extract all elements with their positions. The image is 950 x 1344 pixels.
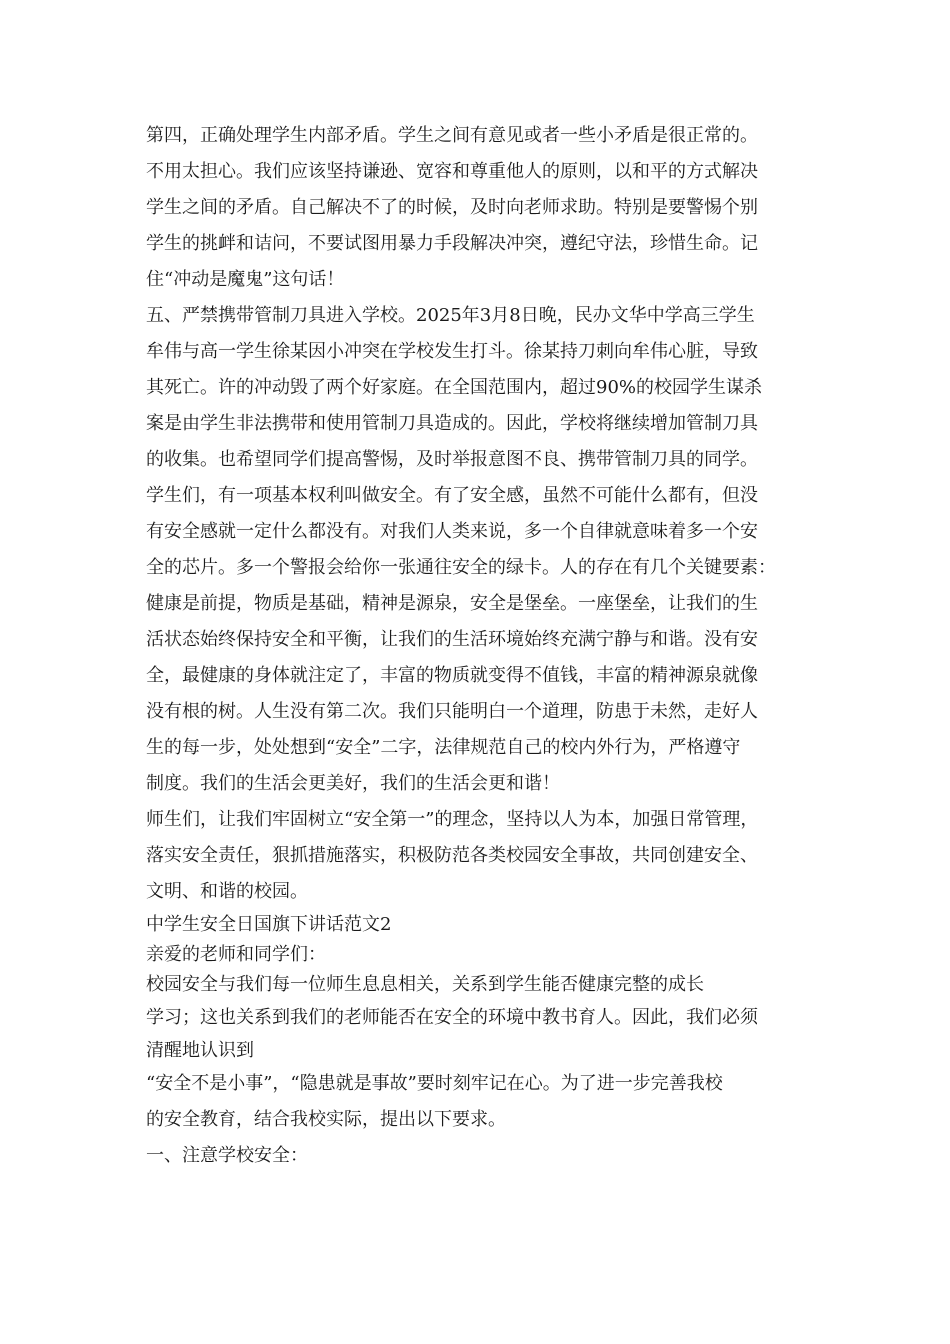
paragraph-line: 活状态始终保持安全和平衡，让我们的生活环境始终充满宁静与和谐。没有安: [146, 629, 758, 650]
paragraph-line: 文明、和谐的校园。: [146, 881, 308, 902]
paragraph-line: 没有根的树。人生没有第二次。我们只能明白一个道理，防患于未然，走好人: [146, 701, 758, 722]
paragraph-line: 学生们，有一项基本权利叫做安全。有了安全感，虽然不可能什么都有，但没: [146, 485, 758, 506]
paragraph-line: 生的每一步，处处想到“安全”二字，法律规范自己的校内外行为，严格遵守: [146, 737, 741, 758]
salutation: 亲爱的老师和同学们：: [146, 944, 326, 965]
paragraph-line: 牟伟与高一学生徐某因小冲突在学校发生打斗。徐某持刀刺向牟伟心脏，导致: [146, 341, 758, 362]
paragraph-line: 的收集。也希望同学们提高警惕，及时举报意图不良、携带管制刀具的同学。: [146, 449, 758, 470]
paragraph-line: 落实安全责任，狠抓措施落实，积极防范各类校园安全事故，共同创建安全、: [146, 845, 758, 866]
paragraph-line: 学生的挑衅和诘问，不要试图用暴力手段解决冲突，遵纪守法，珍惜生命。记: [146, 233, 758, 254]
paragraph-line: 五、严禁携带管制刀具进入学校。2025年3月8日晚，民办文华中学高三学生: [146, 305, 755, 326]
paragraph-line: 全的芯片。多一个警报会给你一张通往安全的绿卡。人的存在有几个关键要素：: [146, 557, 776, 578]
section-heading: 中学生安全日国旗下讲话范文2: [146, 914, 392, 935]
paragraph-line: 案是由学生非法携带和使用管制刀具造成的。因此，学校将继续增加管制刀具: [146, 413, 758, 434]
document-body: [146, 118, 806, 1174]
paragraph-line: 不用太担心。我们应该坚持谦逊、宽容和尊重他人的原则，以和平的方式解决: [146, 161, 758, 182]
paragraph-line: 第四，正确处理学生内部矛盾。学生之间有意见或者一些小矛盾是很正常的。: [146, 125, 758, 146]
paragraph-line: 清醒地认识到: [146, 1040, 254, 1061]
paragraph-line: 全，最健康的身体就注定了，丰富的物质就变得不值钱，丰富的精神源泉就像: [146, 665, 758, 686]
paragraph-line: 其死亡。许的冲动毁了两个好家庭。在全国范围内，超过90%的校园学生谋杀: [146, 377, 763, 398]
paragraph-line: 校园安全与我们每一位师生息息相关，关系到学生能否健康完整的成长: [146, 974, 704, 995]
paragraph-line: 师生们，让我们牢固树立“安全第一”的理念，坚持以人为本，加强日常管理，: [146, 809, 759, 830]
paragraph-line: 制度。我们的生活会更美好，我们的生活会更和谐！: [146, 773, 560, 794]
paragraph-line: 学习；这也关系到我们的老师能否在安全的环境中教书育人。因此，我们必须: [146, 1007, 758, 1028]
paragraph-line: 的安全教育，结合我校实际，提出以下要求。: [146, 1109, 506, 1130]
paragraph-line: 健康是前提，物质是基础，精神是源泉，安全是堡垒。一座堡垒，让我们的生: [146, 593, 758, 614]
paragraph-line: 学生之间的矛盾。自己解决不了的时候，及时向老师求助。特别是要警惕个别: [146, 197, 758, 218]
list-heading: 一、注意学校安全：: [146, 1145, 308, 1166]
paragraph-line: “安全不是小事”，“隐患就是事故”要时刻牢记在心。为了进一步完善我校: [146, 1073, 723, 1094]
paragraph-line: 住“冲动是魔鬼”这句话！: [146, 269, 345, 290]
paragraph-line: 有安全感就一定什么都没有。对我们人类来说，多一个自律就意味着多一个安: [146, 521, 758, 542]
